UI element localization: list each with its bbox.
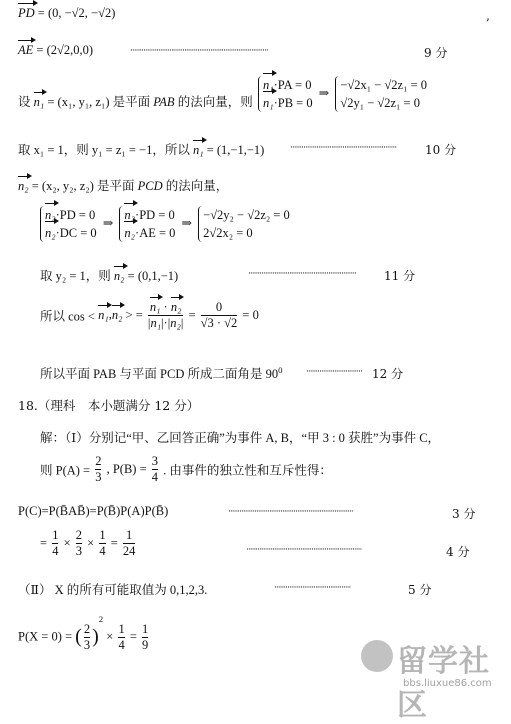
dots-11: ·························································· [248, 269, 356, 279]
sys1-row1: ·PA = 0 [273, 78, 312, 92]
frac-n2-top: n₂ [170, 300, 182, 314]
px0-frac-3 [142, 622, 148, 653]
score-4: 4 分 [446, 545, 470, 559]
sys2-row2: ·DC = 0 [55, 226, 97, 241]
pd-comma: , [486, 8, 490, 23]
n2-def-tail: 的法向量， [165, 179, 229, 193]
score-12: 12 分 [372, 367, 404, 381]
cos-n1: n₁ [98, 308, 109, 322]
score-5: 5 分 [408, 583, 432, 597]
cos-num2: 0 [215, 300, 223, 314]
px0-frac-2 [118, 622, 124, 653]
dihedral-sup: 0 [278, 364, 283, 375]
calc-f4n: 1 [126, 528, 133, 542]
px0-f1n: 2 [83, 621, 91, 636]
sys1-row2: ·PB = 0 [273, 96, 313, 111]
line-ae-vector [18, 43, 93, 58]
calc-frac-2 [76, 528, 82, 559]
dots-4: ······························································ [246, 545, 362, 555]
pa-num: 2 [95, 454, 102, 468]
dots-3: ··································································· [228, 507, 353, 517]
frac-n2-abs: n₂ [170, 316, 181, 330]
line-dihedral [40, 364, 283, 382]
line-take-y2 [40, 266, 178, 284]
px0-frac-1 [84, 622, 90, 653]
watermark-logo-icon [361, 640, 393, 672]
frac-n1-abs: n₁ [150, 316, 162, 330]
sys1-n1-a: n₁ [263, 78, 274, 92]
score-3: 3 分 [452, 507, 476, 521]
cos-den2: √3 · √2 [200, 316, 238, 330]
line-pa-pb [40, 454, 332, 485]
sys2-n2-b: n₂ [45, 226, 56, 241]
sys3-row2: ·AE = 0 [135, 226, 176, 241]
px0-label: P(X = 0) = [18, 629, 73, 644]
pb-den: 4 [151, 470, 159, 484]
take-y2-text: 取 y₂ = 1，则 [40, 269, 111, 283]
line-cosine: 所以 cos < n₁,n₂ > = $\frac{\text{n₁ · n₂}}{\text{|n₁|·|n₂|}}$ = $\frac{0}{√3 \cdot √2}$ = 0 [40, 300, 259, 330]
n1-value: = (1,−1,−1) [206, 143, 265, 157]
px0-f3n: 1 [142, 621, 149, 636]
set-prefix: 设 [18, 95, 31, 109]
sys1-res-row2: √2y₁ − √2z₁ = 0 [340, 96, 420, 111]
watermark-title: 留学社区 [397, 644, 490, 723]
px0-f3d: 9 [142, 637, 149, 652]
score-11: 11 分 [384, 269, 416, 283]
plane-pcd: PCD [137, 179, 163, 193]
cos-fraction-2 [201, 300, 238, 331]
n2-def-text: = (x₂, y₂, z₂) 是平面 [31, 179, 135, 193]
calc-f4d: 24 [122, 544, 136, 558]
line-pd-vector [18, 6, 115, 21]
implies-arrow-3: ⇒ [181, 216, 193, 230]
take-x1-text: 取 x₁ = 1，则 y₁ = z₁ = −1，所以 [18, 143, 190, 157]
pb-label: , P(B) = [106, 462, 147, 476]
sys1-n1-b: n₁ [263, 96, 274, 111]
n1-components: = (x₁, y₁, z₁) [47, 95, 110, 109]
n1-symbol-2: n₁ [192, 143, 204, 157]
indep-text: . 由事件的独立性和互斥性得： [163, 463, 332, 478]
cos-fraction-1: $\frac{\text{n₁ · n₂}}{\text{|n₁|·|n₂|}}$ [147, 300, 184, 330]
calc-frac-4 [123, 528, 136, 559]
pb-fraction [152, 454, 158, 485]
sys4-row2: 2√2x₂ = 0 [203, 226, 253, 241]
implies-arrow-2: ⇒ [102, 216, 114, 230]
n2-symbol-2: n₂ [113, 269, 125, 283]
px0-f2d: 4 [118, 637, 125, 652]
calc-frac-3 [99, 528, 105, 559]
system-1 [258, 76, 427, 112]
calc-frac-1 [52, 528, 58, 559]
pd-label: PD [18, 6, 35, 20]
system-2 [40, 206, 290, 242]
n2-value: = (0,1,−1) [127, 269, 179, 283]
dots-5: ········································· [274, 583, 351, 593]
line-calc: = $\frac{1}{4}$ × $\frac{2}{3}$ × $\frac{1}{4}$ = $\frac{1}{24}$ [40, 528, 136, 558]
frac-n1-top: n₁ [149, 300, 161, 314]
calc-eq: = [40, 536, 48, 550]
sys1-res-row1: −√2x₁ − √2z₁ = 0 [340, 78, 427, 92]
sys3-n2-b: n₂ [124, 226, 136, 241]
dihedral-text: 所以平面 PAB 与平面 PCD 所成二面角是 90 [40, 367, 279, 381]
line-set-n1 [18, 92, 253, 110]
dots-10: ························································· [290, 143, 397, 153]
watermark [355, 634, 505, 723]
calc-f2d: 3 [75, 544, 82, 558]
watermark-url: bbs.liuxue86.com [403, 678, 492, 689]
line-part2: （Ⅱ） X 的所有可能取值为 0,1,2,3. [18, 583, 208, 597]
q18-heading: 18.（理科 本小题满分 12 分） [18, 398, 200, 413]
sys3-n2-a: n₂ [124, 208, 136, 222]
line-n2-def [18, 176, 228, 194]
px0-f1d: 3 [83, 637, 91, 652]
n2-symbol: n₂ [18, 179, 29, 193]
n1-text: 是平面 [112, 95, 151, 109]
implies-arrow-1: ⇒ [318, 86, 330, 100]
score-9: 9 分 [424, 46, 448, 60]
score-10: 10 分 [425, 143, 457, 157]
ae-value: = (2√2,0,0) [36, 43, 94, 57]
sys4-row1: −√2y₂ − √2z₂ = 0 [203, 208, 290, 222]
n1-text2: 的法向量，则 [177, 95, 253, 109]
line-pc: P(C)=P(B̄AB̄)=P(B̄)P(A)P(B̄) [18, 504, 169, 518]
plane-pab: PAB [153, 95, 175, 109]
pb-num: 3 [151, 454, 159, 468]
px0-f2n: 1 [118, 621, 125, 636]
sys3-row1: ·PD = 0 [135, 208, 175, 222]
cos-n2: n₂ [111, 308, 123, 322]
cos-mid: > = [125, 308, 143, 322]
sys2-row1: ·PD = 0 [55, 208, 96, 222]
cos-prefix: 所以 cos < [40, 309, 95, 324]
q18-solution: 解：（Ⅰ）分别记“甲、乙回答正确”为事件 A, B，“甲 3 : 0 获胜”为事件 C， [40, 431, 441, 445]
calc-f1n: 1 [52, 528, 59, 542]
calc-f3n: 1 [99, 528, 106, 542]
px0-exp: 2 [98, 614, 104, 624]
pa-label: 则 P(A) = [40, 463, 91, 478]
line-take-x1 [18, 140, 264, 158]
sys2-n2-a: n₂ [45, 208, 56, 222]
dots-12: ······························ [306, 367, 362, 377]
line-px0: P(X = 0) = ( $\frac{2}{3}$ )$^2$ × $\frac{1}{4}$ = $\frac{1}{9}$ [18, 614, 149, 652]
dots-9: ·········································································· [130, 46, 268, 56]
ae-label: AE [18, 43, 34, 57]
pa-fraction [95, 454, 101, 485]
n1-symbol: n₁ [33, 95, 45, 109]
calc-f3d: 4 [99, 544, 106, 558]
calc-f2n: 2 [75, 528, 82, 542]
pa-den: 3 [95, 470, 102, 484]
calc-f1d: 4 [52, 544, 59, 558]
pd-value: = (0, −√2, −√2) [37, 6, 116, 20]
cos-eq0: = 0 [242, 308, 259, 322]
